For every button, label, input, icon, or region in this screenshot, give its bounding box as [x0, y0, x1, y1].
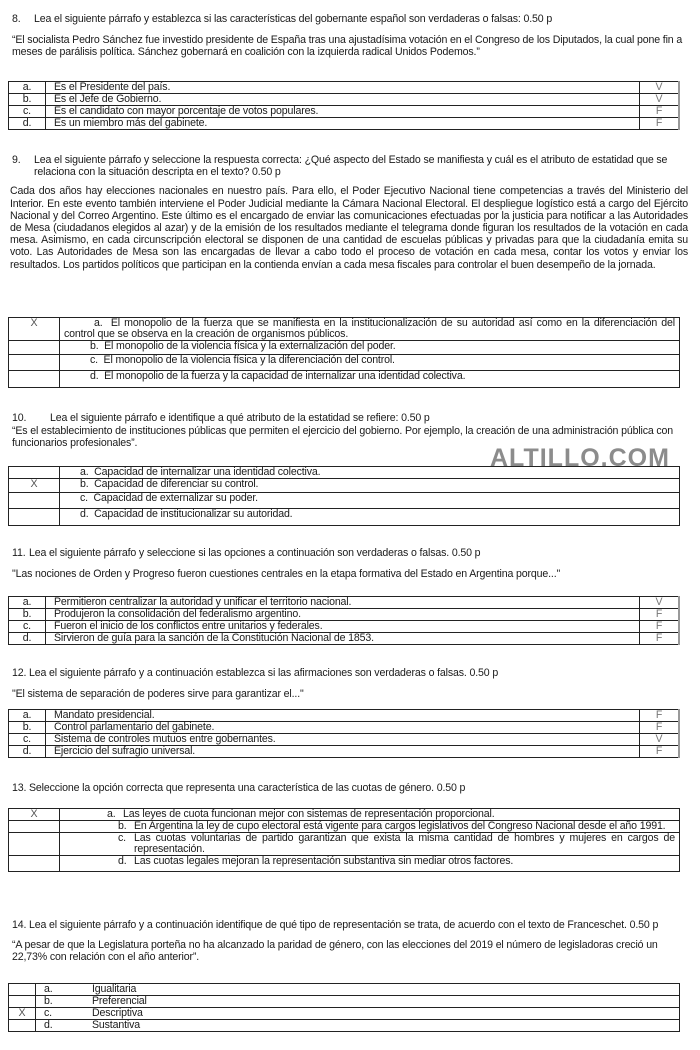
question-passage: "El sistema de separación de poderes sirve para garantizar el..."	[12, 688, 304, 701]
table-row	[9, 1020, 680, 1032]
option-text	[60, 371, 680, 388]
altillo-watermark: ALTILLO.COM	[490, 444, 670, 472]
table-row	[9, 722, 680, 734]
answer-value: F	[640, 710, 680, 722]
option-text: Igualitaria	[88, 984, 680, 996]
table-row	[9, 94, 680, 106]
option-label: Las cuotas legales mejoran la representación substantiva sin mediar otros factores.	[134, 855, 514, 867]
answer-value: F	[640, 746, 680, 758]
question-prompt: Lea el siguiente párrafo y establezca si las características del gobernante español son verdaderas o falsas: 0.50 p	[34, 13, 553, 25]
answer-value: V	[640, 82, 680, 94]
question-8	[12, 13, 688, 59]
option-label: El monopolio de la violencia física y la externalización del poder.	[104, 340, 396, 352]
option-text	[60, 493, 680, 509]
selected-mark	[9, 509, 60, 526]
answer-table-q11	[8, 596, 680, 645]
answer-table-q8	[8, 81, 680, 130]
option-text	[60, 509, 680, 526]
option-label: El monopolio de la fuerza que se manifiesta en la institucionalización de su autoridad así como en la diferenciación del control que se observa en la creación de organismos públicos.	[64, 317, 675, 340]
answer-table-q12	[8, 709, 680, 758]
selected-mark: X	[9, 809, 60, 821]
table-row	[9, 1008, 680, 1020]
option-label: El monopolio de la violencia física y la diferenciación del control.	[103, 354, 395, 366]
table-row	[9, 710, 680, 722]
selected-mark	[9, 341, 60, 355]
option-label: En Argentina la ley de cupo electoral está vigente para cargos legislativos del Congreso Nacional desde el año 1991.	[134, 820, 666, 832]
answer-value: F	[640, 106, 680, 118]
option-letter: a.	[107, 808, 116, 820]
option-letter: b.	[90, 340, 99, 352]
option-letter: c.	[80, 492, 88, 504]
selected-mark	[9, 371, 60, 388]
question-prompt: Lea el siguiente párrafo e identifique a qué atributo de la estatidad se refiere: 0.50 p	[50, 412, 430, 424]
question-passage: “El socialista Pedro Sánchez fue investido presidente de España tras una ajustadísima votación en el Congreso de los Diputados, la cual pone fin a meses de parálisis política. Sánchez gobernará en coalición con la izquierda radical Unidos Podemos.”	[12, 34, 683, 59]
table-row	[9, 318, 680, 341]
answer-value: F	[640, 633, 680, 645]
option-text: Sistema de controles mutuos entre gobernantes.	[46, 734, 640, 746]
option-letter: d.	[118, 855, 127, 867]
option-label: Capacidad de diferenciar su control.	[94, 478, 259, 490]
table-row	[9, 996, 680, 1008]
selected-mark	[9, 996, 36, 1008]
option-label: Las cuotas voluntarias de partido garantizan que exista la misma cantidad de hombres y mujeres en cargos de representación.	[134, 832, 675, 855]
option-text	[60, 341, 680, 355]
answer-value: F	[640, 621, 680, 633]
option-label: Las leyes de cuota funcionan mejor con sistemas de representación proporcional.	[123, 808, 495, 820]
question-passage: "Las nociones de Orden y Progreso fueron cuestiones centrales en la etapa formativa del Estado en Argentina porque..."	[12, 568, 561, 581]
table-row	[9, 609, 680, 621]
option-text: Es el Jefe de Gobierno.	[46, 94, 640, 106]
option-text: Fueron el inicio de los conflictos entre unitarios y federales.	[46, 621, 640, 633]
option-letter: d.	[9, 118, 46, 130]
option-letter: d.	[9, 633, 46, 645]
question-passage: “A pesar de que la Legislatura porteña no ha alcanzado la paridad de género, con las elecciones del 2019 el número de legisladoras creció un 22,73% con relación con el año anterior”.	[12, 939, 658, 964]
table-row	[9, 355, 680, 371]
option-letter: a.	[9, 597, 46, 609]
answer-value: V	[640, 734, 680, 746]
option-label: Capacidad de internalizar una identidad colectiva.	[94, 466, 321, 478]
option-text	[60, 833, 680, 856]
question-number: 11.	[12, 547, 26, 559]
option-letter: c.	[118, 832, 126, 844]
table-row	[9, 493, 680, 509]
question-prompt: Lea el siguiente párrafo y seleccione la respuesta correcta: ¿Qué aspecto del Estado se manifiesta y cuál es el atributo de estatidad que se relaciona con la situación descripta en el texto? 0.50 p	[34, 154, 668, 179]
table-row	[9, 734, 680, 746]
selected-mark: X	[9, 479, 60, 493]
option-letter: a.	[9, 710, 46, 722]
selected-mark: X	[9, 1008, 36, 1020]
table-row	[9, 118, 680, 130]
question-12	[12, 667, 688, 700]
answer-value: V	[640, 597, 680, 609]
option-letter: c.	[9, 106, 46, 118]
selected-mark	[9, 355, 60, 371]
question-prompt: Lea el siguiente párrafo y a continuación identifique de qué tipo de representación se trata, de acuerdo con el texto de Franceschet. 0.50 p	[29, 919, 659, 931]
table-row	[9, 833, 680, 856]
selected-mark	[9, 493, 60, 509]
question-9	[12, 154, 688, 271]
table-row	[9, 746, 680, 758]
table-row	[9, 341, 680, 355]
selected-mark	[9, 1020, 36, 1032]
option-text	[60, 821, 680, 833]
option-label: El monopolio de la fuerza y la capacidad de internalizar una identidad colectiva.	[104, 370, 466, 382]
option-text: Descriptiva	[88, 1008, 680, 1020]
option-text: Control parlamentario del gabinete.	[46, 722, 640, 734]
option-letter: a.	[9, 82, 46, 94]
table-row	[9, 621, 680, 633]
option-text: Sirvieron de guía para la sanción de la Constitución Nacional de 1853.	[46, 633, 640, 645]
table-row	[9, 984, 680, 996]
answer-value: F	[640, 609, 680, 621]
option-text: Ejercicio del sufragio universal.	[46, 746, 640, 758]
option-text	[60, 467, 680, 479]
table-row	[9, 597, 680, 609]
option-letter: b.	[80, 478, 89, 490]
question-number: 13.	[12, 782, 27, 794]
selected-mark	[9, 856, 60, 872]
answer-value: V	[640, 94, 680, 106]
option-letter: a.	[80, 466, 89, 478]
table-row	[9, 821, 680, 833]
option-label: Capacidad de institucionalizar su autoridad.	[94, 508, 293, 520]
question-14	[12, 919, 688, 964]
option-letter: c.	[9, 734, 46, 746]
option-text: Produjeron la consolidación del federalismo argentino.	[46, 609, 640, 621]
table-row	[9, 467, 680, 479]
table-row	[9, 371, 680, 388]
selected-mark: X	[9, 318, 60, 341]
option-text	[60, 809, 680, 821]
answer-table-q14	[8, 983, 680, 1032]
option-text	[60, 318, 680, 341]
option-text: Es el Presidente del país.	[46, 82, 640, 94]
option-letter: d.	[80, 508, 89, 520]
question-number: 8.	[12, 13, 21, 25]
option-letter: c.	[9, 621, 46, 633]
table-row	[9, 633, 680, 645]
selected-mark	[9, 821, 60, 833]
question-number: 14.	[12, 919, 27, 931]
answer-table-q10	[8, 466, 680, 526]
option-letter: b.	[9, 609, 46, 621]
option-letter: c.	[90, 354, 98, 366]
table-row	[9, 809, 680, 821]
option-text	[60, 479, 680, 493]
question-number: 9.	[12, 154, 21, 166]
question-13	[12, 782, 688, 794]
option-text: Mandato presidencial.	[46, 710, 640, 722]
option-text: Es un miembro más del gabinete.	[46, 118, 640, 130]
selected-mark	[9, 467, 60, 479]
question-prompt: Seleccione la opción correcta que representa una característica de las cuotas de género. 0.50 p	[29, 782, 466, 794]
answer-table-q13	[8, 808, 680, 872]
option-text	[60, 355, 680, 371]
question-prompt: Lea el siguiente párrafo y seleccione si las opciones a continuación son verdaderas o falsas. 0.50 p	[29, 547, 481, 559]
option-letter: b.	[36, 996, 89, 1008]
option-label: Capacidad de externalizar su poder.	[93, 492, 258, 504]
option-letter: d.	[90, 370, 99, 382]
option-letter: d.	[36, 1020, 89, 1032]
option-letter: b.	[118, 820, 127, 832]
option-letter: c.	[36, 1008, 89, 1020]
question-prompt: Lea el siguiente párrafo y a continuación establezca si las afirmaciones son verdaderas o falsas. 0.50 p	[29, 667, 499, 679]
table-row	[9, 509, 680, 526]
option-letter: b.	[9, 722, 46, 734]
table-row	[9, 82, 680, 94]
answer-value: F	[640, 118, 680, 130]
option-text: Preferencial	[88, 996, 680, 1008]
selected-mark	[9, 833, 60, 856]
question-number: 10.	[12, 412, 27, 424]
option-letter: b.	[9, 94, 46, 106]
option-text: Es el candidato con mayor porcentaje de votos populares.	[46, 106, 640, 118]
question-number: 12.	[12, 667, 27, 679]
question-passage: “Es el establecimiento de instituciones públicas que permiten el ejercicio del gobierno. Por ejemplo, la creación de una administración pública con funcionarios profesionales”.	[12, 425, 674, 450]
selected-mark	[9, 984, 36, 996]
question-11	[12, 547, 688, 580]
table-row	[9, 106, 680, 118]
option-letter: d.	[9, 746, 46, 758]
answer-value: F	[640, 722, 680, 734]
option-text: Permitieron centralizar la autoridad y unificar el territorio nacional.	[46, 597, 640, 609]
table-row	[9, 479, 680, 493]
question-passage: Cada dos años hay elecciones nacionales en nuestro país. Para ello, el Poder Ejecutivo Nacional tiene competencias a través del Ministerio del Interior. En este evento también interviene el Poder Judicial mediante la Cámara Nacional Electoral. El despliegue logístico está a cargo del Ejército Nacional y del Correo Argentino. Este último es el encargado de enviar las comunicaciones efectuadas por la justicia para notificar a las Autoridades de Mesa (ciudadanos elegidos al azar) y de la emisión de los resultados mediante el telegrama donde figuran los resultados de la votación en cada mesa. Asimismo, en cada circunscripción electoral se disponen de una cantidad de escuelas públicas y privadas para que la ciudadanía emita su voto. Las Autoridades de Mesa son las encargadas de llevar a cabo todo el proceso de votación en cada mesa, contar los votos y enviar los resultados. Los partidos políticos que participan en la contienda envían a cada mesa fiscales para controlar el buen desempeño de la jornada.	[10, 185, 688, 271]
option-letter: a.	[36, 984, 89, 996]
answer-table-q9	[8, 317, 680, 388]
table-row	[9, 856, 680, 872]
option-letter: a.	[94, 317, 103, 329]
option-text	[60, 856, 680, 872]
option-text: Sustantiva	[88, 1020, 680, 1032]
